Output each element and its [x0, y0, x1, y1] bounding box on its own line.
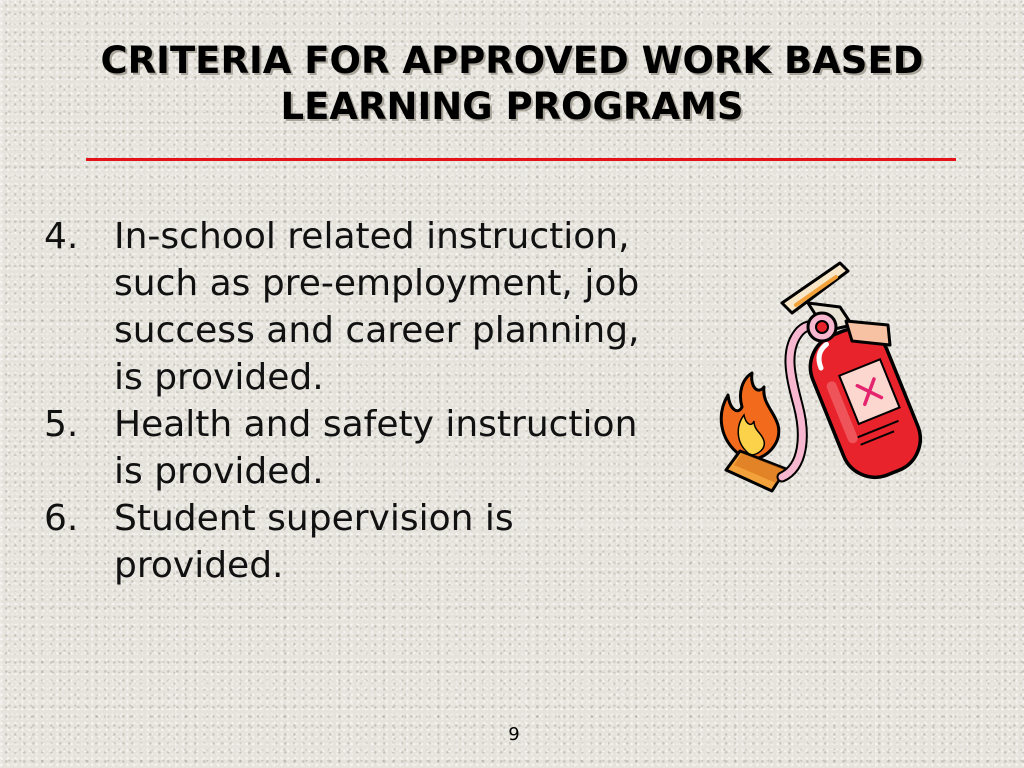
- list-item-text: In-school related instruction, such as pre-employment, job success and career planning, is provided.: [114, 216, 640, 398]
- list-item: [44, 401, 644, 495]
- title-underline-divider: [86, 158, 956, 161]
- list-item-number: 4.: [44, 216, 79, 257]
- flame-icon: [721, 373, 779, 459]
- list-item-number: 5.: [44, 404, 79, 445]
- list-item-number: 6.: [44, 498, 79, 539]
- fire-extinguisher-icon: [712, 255, 932, 495]
- slide-title-line-2: LEARNING PROGRAMS: [280, 85, 744, 128]
- list-item-text: Student supervision is provided.: [114, 498, 514, 586]
- list-item-text: Health and safety instruction is provided.: [114, 404, 638, 492]
- criteria-list: [44, 213, 644, 589]
- page-number: 9: [508, 724, 520, 745]
- list-item: [44, 495, 644, 589]
- slide-title-line-1: CRITERIA FOR APPROVED WORK BASED: [100, 39, 924, 82]
- slide-title: [40, 38, 984, 130]
- list-item: [44, 213, 644, 401]
